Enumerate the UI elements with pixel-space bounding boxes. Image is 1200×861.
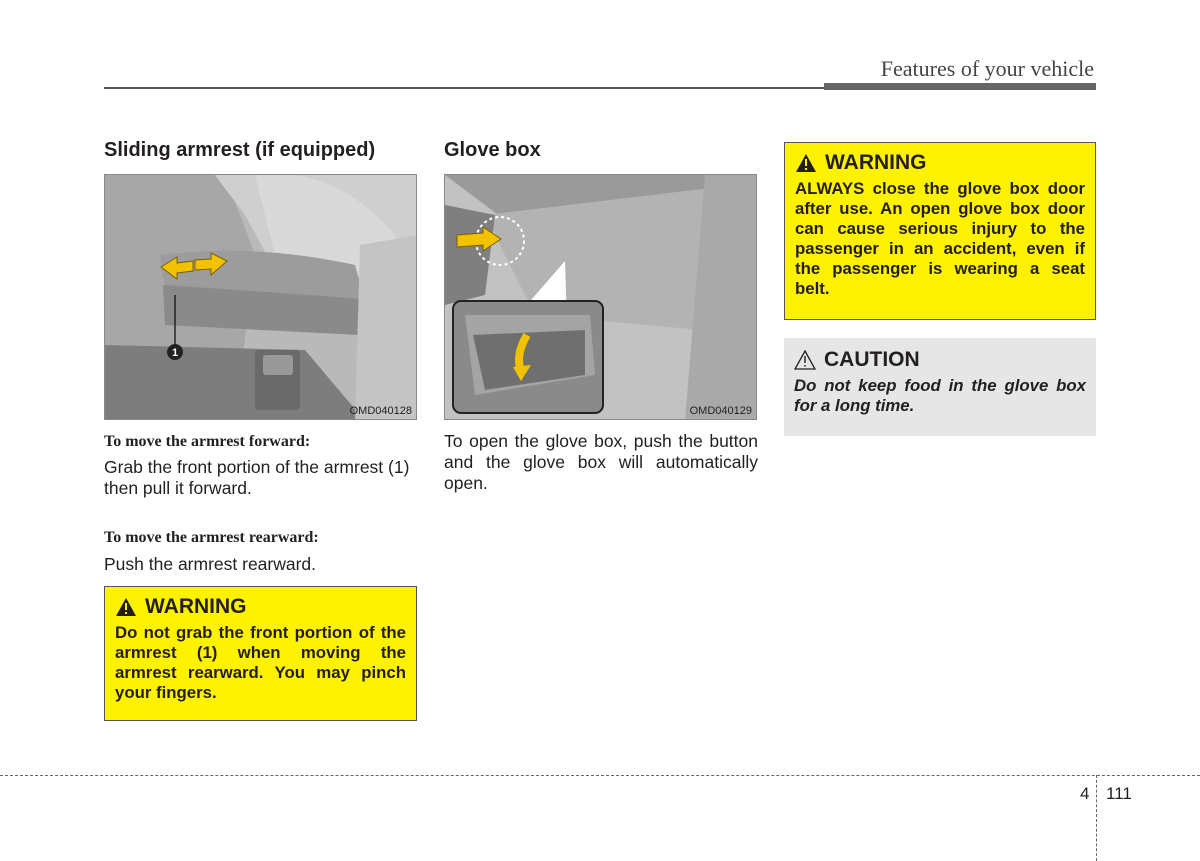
glove-box-illustration: [444, 174, 757, 420]
armrest-illustration: [104, 174, 417, 420]
glove-box-caution-box: [784, 338, 1096, 436]
warning-text: ALWAYS close the glove box door after use. An open glove box door can cause serious injury to the passenger in an accident, even if the passenger is wearing a seat belt.: [795, 179, 1085, 298]
warning-triangle-icon: [795, 153, 817, 173]
warning-text: Do not grab the front portion of the armrest (1) when moving the armrest rearward. You may pinch your fingers.: [115, 623, 406, 702]
image-code: OMD040128: [349, 405, 412, 417]
caution-text: Do not keep food in the glove box for a long time.: [794, 376, 1086, 415]
footer-divider: [1096, 775, 1097, 861]
armrest-warning-box: [104, 586, 417, 721]
image-code: OMD040129: [689, 405, 752, 417]
forward-subheading: To move the armrest forward:: [104, 433, 311, 450]
glove-box-instructions: To open the glove box, push the button and the glove box will automatically open.: [444, 431, 758, 493]
rearward-subheading: To move the armrest rearward:: [104, 529, 319, 546]
page-number: 111: [1106, 784, 1132, 803]
rearward-instructions: Push the armrest rearward.: [104, 554, 317, 574]
callout-number: 1: [171, 347, 179, 359]
header-rule: [104, 87, 824, 89]
caution-title: CAUTION: [824, 348, 920, 371]
warning-title: WARNING: [145, 595, 247, 618]
glove-box-warning-box: [784, 142, 1096, 320]
warning-title: WARNING: [825, 151, 927, 174]
footer-rule: [0, 775, 1200, 776]
chapter-number: 4: [1080, 784, 1090, 803]
glove-box-heading: Glove box: [444, 139, 541, 161]
warning-triangle-icon: [115, 597, 137, 617]
armrest-heading: Sliding armrest (if equipped): [104, 139, 376, 161]
header-rule-accent: [824, 83, 1096, 90]
page-header-title: Features of your vehicle: [880, 56, 1094, 81]
caution-triangle-icon: [794, 350, 816, 370]
forward-instructions: Grab the front portion of the armrest (1) then pull it forward.: [104, 457, 410, 498]
